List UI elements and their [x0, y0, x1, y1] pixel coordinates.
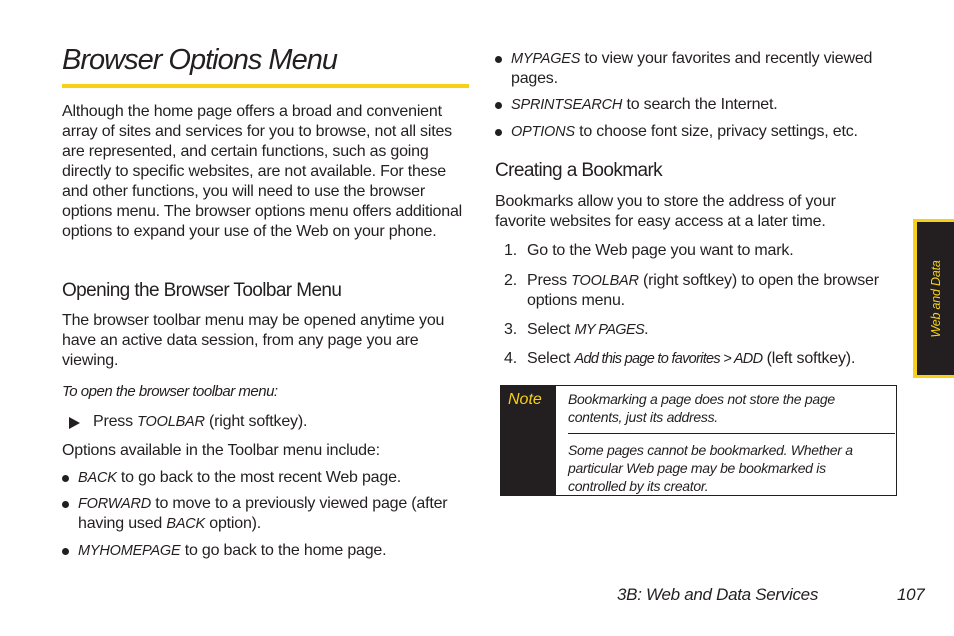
- step-text: options menu.: [527, 292, 625, 309]
- list-item: [504, 271, 879, 311]
- section-heading-toolbar: Opening the Browser Toolbar Menu: [62, 280, 342, 301]
- list-item: [78, 468, 401, 488]
- step-number: 1.: [504, 242, 517, 259]
- step-text: Select: [527, 350, 575, 367]
- step-prefix: Press: [93, 413, 138, 430]
- bullet-icon: [495, 129, 502, 136]
- step-number: 4.: [504, 350, 517, 367]
- step-text: Select: [527, 321, 575, 338]
- instruction-label: To open the browser toolbar menu:: [62, 383, 278, 400]
- toolbar-paragraph: The browser toolbar menu may be opened anytime you have an active data session, from any page you are viewing.: [62, 312, 445, 369]
- title-underline: [62, 84, 469, 88]
- bullet-icon: [495, 102, 502, 109]
- bullet-text: having used: [78, 515, 167, 532]
- section-heading-bookmark: Creating a Bookmark: [495, 160, 663, 181]
- note-divider: [568, 433, 895, 434]
- bullet-keyword: MYHOMEPAGE: [78, 543, 181, 559]
- note-text-1: Bookmarking a page does not store the page contents, just its address.: [568, 391, 835, 425]
- step-keyword: TOOLBAR: [571, 273, 639, 289]
- list-item: [504, 241, 794, 261]
- bullet-text: to go back to the most recent Web page.: [116, 469, 402, 486]
- bullet-keyword: OPTIONS: [511, 124, 575, 140]
- intro-paragraph: Although the home page offers a broad and convenient array of sites and services for you to browse, not all sites are represented, and certain functions, such as going directly to specific websites, are not available. For these and other functions, you will need to use the browser options menu. The browser options menu offers additional options to expand your use of the Web on your phone.: [62, 103, 463, 240]
- section-tab-label: Web and Data: [928, 259, 943, 338]
- step-keyword: Add this page to favorites > ADD: [574, 351, 763, 367]
- bullet-keyword: SPRINTSEARCH: [511, 97, 623, 113]
- bullet-text: pages.: [511, 70, 558, 87]
- note-box: [500, 385, 897, 496]
- list-item: [504, 349, 856, 369]
- step-text: .: [644, 321, 649, 338]
- options-intro: Options available in the Toolbar menu include:: [62, 442, 380, 459]
- press-toolbar-step: [93, 412, 307, 432]
- bullet-text: to view your favorites and recently viewed: [580, 50, 873, 67]
- bullet-icon: [62, 501, 69, 508]
- bullet-keyword: BACK: [78, 470, 117, 486]
- arrow-icon: [69, 417, 80, 429]
- step-number: 3.: [504, 321, 517, 338]
- list-item: [511, 122, 858, 142]
- step-text: (left softkey).: [762, 350, 856, 367]
- footer-section-title: 3B: Web and Data Services: [617, 585, 819, 604]
- list-item: [511, 49, 872, 89]
- step-text: Press: [527, 272, 572, 289]
- section-tab: [913, 219, 954, 378]
- bullet-keyword: FORWARD: [78, 496, 151, 512]
- bullet-keyword: BACK: [166, 516, 206, 532]
- step-text: (right softkey) to open the browser: [638, 272, 879, 289]
- bookmark-paragraph: Bookmarks allow you to store the address of your favorite websites for easy access at a later time.: [495, 193, 836, 230]
- bullet-icon: [495, 56, 502, 63]
- list-item: [504, 320, 649, 340]
- bullet-icon: [62, 548, 69, 555]
- note-text-2: Some pages cannot be bookmarked. Whether a particular Web page may be bookmarked is controlled by its creator.: [568, 442, 853, 494]
- section-tab-inner: [917, 222, 954, 375]
- bullet-text: to search the Internet.: [622, 96, 778, 113]
- step-number: 2.: [504, 272, 517, 289]
- page-title: Browser Options Menu: [62, 44, 337, 76]
- bullet-text: to go back to the home page.: [180, 542, 387, 559]
- list-item: [78, 494, 447, 534]
- step-keyword: TOOLBAR: [137, 414, 205, 430]
- list-item: [511, 95, 778, 115]
- bullet-keyword: MYPAGES: [511, 51, 581, 67]
- page-number: 107: [897, 585, 925, 604]
- bullet-text: option).: [205, 515, 262, 532]
- list-item: [78, 541, 386, 561]
- bullet-text: to choose font size, privacy settings, etc.: [574, 123, 858, 140]
- bullet-icon: [62, 475, 69, 482]
- step-keyword: MY PAGES: [574, 322, 645, 338]
- note-label: Note: [508, 391, 542, 408]
- step-suffix: (right softkey).: [204, 413, 308, 430]
- step-text: Go to the Web page you want to mark.: [527, 242, 794, 259]
- bullet-text: to move to a previously viewed page (after: [150, 495, 448, 512]
